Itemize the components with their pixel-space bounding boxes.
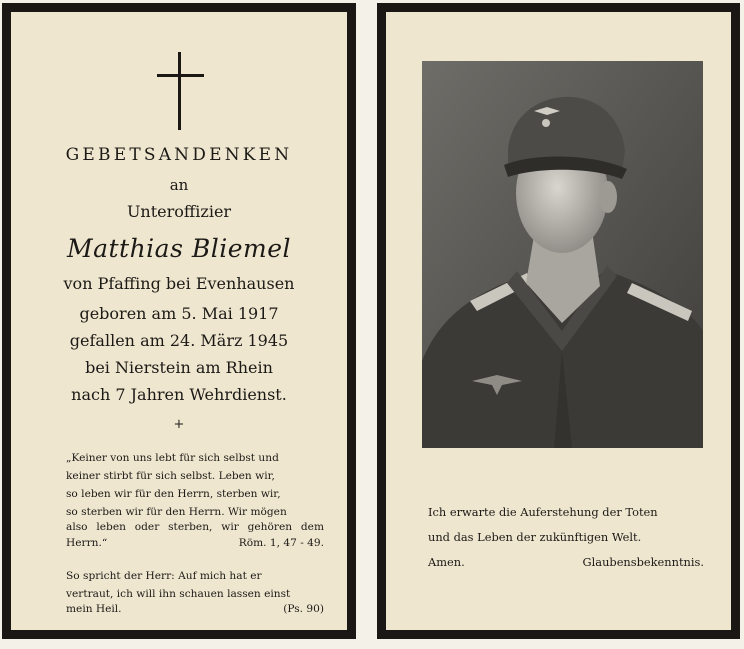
death-place-line: bei Nierstein am Rhein: [85, 358, 273, 377]
card-heading: GEBETSANDENKEN: [65, 145, 293, 165]
verse-closing-text: Herrn.“: [66, 537, 108, 549]
creed-line-2: und das Leben der zukünftigen Welt.: [428, 530, 642, 544]
bible-verse-psalm: [66, 567, 324, 603]
verse-psalm-closing: [66, 603, 324, 615]
birth-date-line: geboren am 5. Mai 1917: [79, 304, 279, 323]
verse-line: vertraut, ich will ihn schauen lassen einst: [66, 588, 291, 600]
verse-line: So spricht der Herr: Auf mich hat er: [66, 570, 262, 582]
verse-closing-text: mein Heil.: [66, 603, 122, 615]
cross-icon-vertical: [178, 52, 181, 130]
verse-reference-romans: Röm. 1, 47 - 49.: [238, 537, 324, 549]
military-rank: Unteroffizier: [126, 202, 232, 221]
verse-line: keiner stirbt für sich selbst. Leben wir,: [66, 470, 275, 482]
verse-line: „Keiner von uns lebt für sich selbst und: [66, 452, 279, 464]
verse-romans-closing: [66, 537, 324, 549]
verse-reference-psalm: (Ps. 90): [283, 603, 324, 615]
portrait-illustration: [422, 61, 703, 448]
dedication-word: an: [169, 176, 189, 194]
creed-reference: Glaubensbekenntnis.: [582, 555, 704, 569]
deceased-name: Matthias Bliemel: [66, 234, 292, 263]
verse-line: so leben wir für den Herrn, sterben wir,: [66, 488, 281, 500]
soldier-portrait-photo: [422, 61, 703, 448]
small-cross-icon: +: [173, 417, 185, 432]
service-years-line: nach 7 Jahren Wehrdienst.: [71, 385, 287, 404]
creed-line-3: [428, 555, 704, 569]
verse-line: so sterben wir für den Herrn. Wir mögen: [66, 506, 287, 518]
creed-amen: Amen.: [428, 555, 465, 569]
verse-line: also leben oder sterben, wir gehören dem: [66, 521, 324, 533]
hometown-line: von Pfaffing bei Evenhausen: [63, 274, 295, 293]
bible-verse-romans: [66, 449, 324, 521]
memorial-card-text-panel: [2, 3, 356, 639]
creed-line-1: Ich erwarte die Auferstehung der Toten: [428, 505, 658, 519]
cross-icon-horizontal: [157, 74, 204, 77]
death-date-line: gefallen am 24. März 1945: [69, 331, 289, 350]
memorial-card-photo-panel: [377, 3, 740, 639]
